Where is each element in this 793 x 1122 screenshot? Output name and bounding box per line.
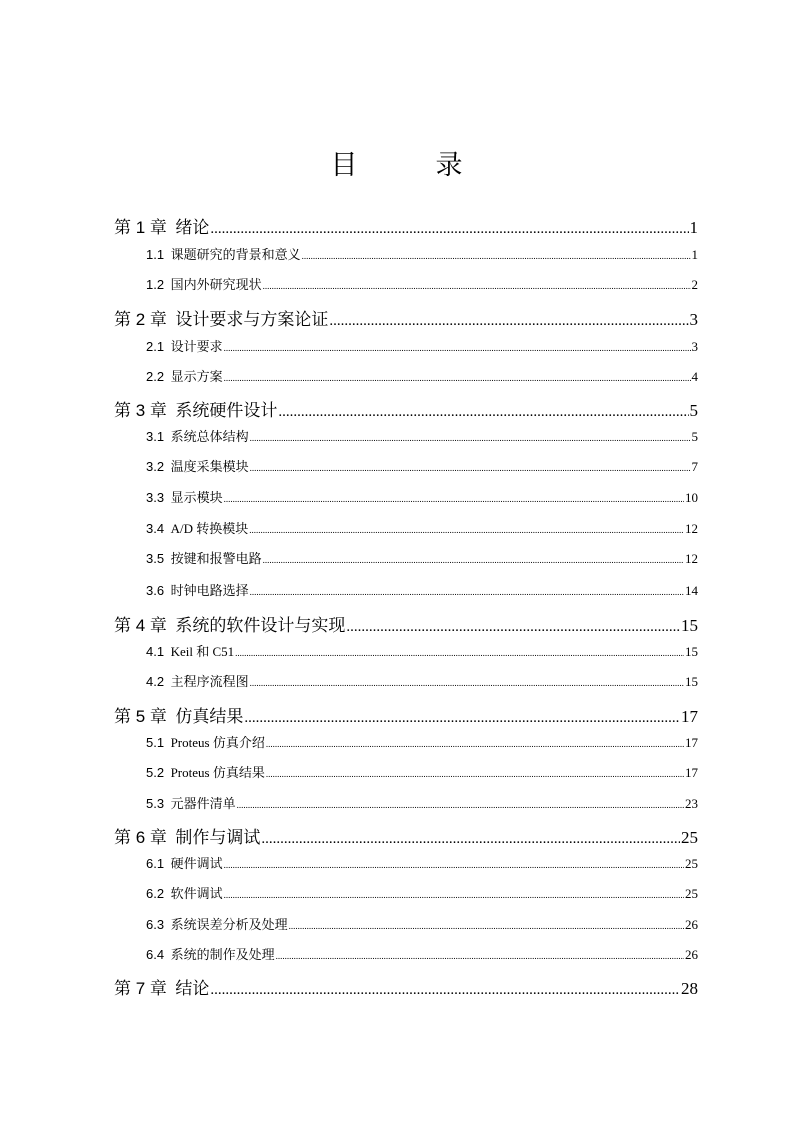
toc-entry-number: 第 2 章 xyxy=(114,310,167,329)
toc-entry-number: 3.1 xyxy=(146,429,165,444)
toc-entry-label xyxy=(146,580,249,599)
toc-dot-leader xyxy=(210,979,680,999)
toc-entry-label xyxy=(146,336,223,355)
toc-section-entry[interactable] xyxy=(146,641,698,661)
toc-page-number: 28 xyxy=(681,979,698,998)
toc-section-entry[interactable] xyxy=(146,883,698,903)
toc-dot-leader xyxy=(224,856,684,872)
toc-dot-leader xyxy=(250,459,691,475)
toc-chapter-entry[interactable] xyxy=(114,396,698,420)
toc-dot-leader xyxy=(263,551,684,567)
toc-entry-label xyxy=(146,671,249,690)
toc-entry-label xyxy=(114,611,345,636)
toc-entry-title: 元器件清单 xyxy=(170,796,236,811)
toc-entry-label xyxy=(114,702,243,727)
toc-section-entry[interactable] xyxy=(146,793,698,813)
toc-entry-label xyxy=(114,396,277,421)
toc-entry-number: 第 6 章 xyxy=(114,828,167,847)
toc-section-entry[interactable] xyxy=(146,580,698,600)
page-title-left-char: 目 xyxy=(330,150,358,180)
toc-entry-title: 课题研究的背景和意义 xyxy=(170,247,301,262)
toc-page-number: 14 xyxy=(685,583,698,598)
toc-page-number: 15 xyxy=(681,616,698,635)
toc-entry-label xyxy=(114,823,260,848)
toc-dot-leader xyxy=(249,521,684,537)
toc-entry-title: 显示模块 xyxy=(170,490,223,505)
toc-entry-title: 主程序流程图 xyxy=(170,674,249,689)
toc-section-entry[interactable] xyxy=(146,274,698,294)
toc-entry-number: 第 7 章 xyxy=(114,979,167,998)
toc-section-entry[interactable] xyxy=(146,944,698,964)
toc-entry-number: 1.1 xyxy=(146,247,165,262)
toc-section-entry[interactable] xyxy=(146,548,698,568)
toc-dot-leader xyxy=(302,247,691,263)
toc-entry-label xyxy=(146,944,275,963)
toc-entry-label xyxy=(146,883,223,902)
toc-page-number: 12 xyxy=(685,521,698,536)
toc-section-entry[interactable] xyxy=(146,518,698,538)
toc-entry-number: 6.4 xyxy=(146,947,165,962)
toc-entry-number: 第 4 章 xyxy=(114,616,167,635)
toc-entry-label xyxy=(146,914,288,933)
toc-entry-number: 6.1 xyxy=(146,856,165,871)
toc-chapter-entry[interactable] xyxy=(114,974,698,998)
toc-dot-leader xyxy=(210,218,688,238)
toc-dot-leader xyxy=(250,674,684,690)
toc-entry-number: 6.2 xyxy=(146,886,165,901)
toc-entry-number: 1.2 xyxy=(146,277,165,292)
toc-page-number: 5 xyxy=(689,401,698,420)
toc-dot-leader xyxy=(224,490,684,506)
toc-entry-number: 5.2 xyxy=(146,765,165,780)
toc-chapter-entry[interactable] xyxy=(114,305,698,329)
toc-entry-title: 国内外研究现状 xyxy=(170,277,262,292)
page-title xyxy=(0,143,793,182)
toc-entry-label xyxy=(146,732,265,751)
toc-entry-title: 按键和报警电路 xyxy=(170,551,262,566)
toc-chapter-entry[interactable] xyxy=(114,611,698,635)
toc-entry-title: 系统的制作及处理 xyxy=(170,947,275,962)
toc-entry-number: 6.3 xyxy=(146,917,165,932)
toc-dot-leader xyxy=(250,583,684,599)
toc-entry-label xyxy=(146,366,223,385)
toc-page-number: 3 xyxy=(691,339,698,354)
toc-entry-title: 系统的软件设计与实现 xyxy=(175,616,346,636)
toc-entry-number: 4.2 xyxy=(146,674,165,689)
toc-dot-leader xyxy=(261,828,680,848)
toc-page-number: 25 xyxy=(685,856,698,871)
toc-dot-leader xyxy=(263,277,691,293)
toc-page-number: 5 xyxy=(691,429,698,444)
toc-dot-leader xyxy=(237,796,684,812)
toc-page-number: 7 xyxy=(691,459,698,474)
toc-section-entry[interactable] xyxy=(146,853,698,873)
page-title-right-char: 录 xyxy=(435,150,463,180)
toc-entry-label xyxy=(146,762,265,781)
toc-entry-title: 软件调试 xyxy=(170,886,223,901)
toc-entry-title: 系统硬件设计 xyxy=(175,401,278,421)
toc-entry-title: Proteus 仿真介绍 xyxy=(170,735,265,750)
toc-entry-label xyxy=(114,213,209,238)
toc-section-entry[interactable] xyxy=(146,456,698,476)
toc-dot-leader xyxy=(346,616,680,636)
toc-entry-label xyxy=(146,426,249,445)
toc-entry-label xyxy=(146,244,301,263)
toc-entry-title: 系统总体结构 xyxy=(170,429,249,444)
toc-chapter-entry[interactable] xyxy=(114,213,698,237)
toc-entry-title: 设计要求 xyxy=(170,339,223,354)
toc-entry-label xyxy=(146,641,234,660)
toc-entry-title: 硬件调试 xyxy=(170,856,223,871)
toc-section-entry[interactable] xyxy=(146,366,698,386)
toc-entry-number: 第 1 章 xyxy=(114,218,167,237)
toc-section-entry[interactable] xyxy=(146,244,698,264)
toc-section-entry[interactable] xyxy=(146,671,698,691)
toc-entry-title: 制作与调试 xyxy=(175,828,261,848)
toc-entry-label xyxy=(146,853,223,872)
toc-section-entry[interactable] xyxy=(146,762,698,782)
toc-entry-number: 3.6 xyxy=(146,583,165,598)
toc-entry-title: 绪论 xyxy=(175,218,210,238)
toc-page-number: 3 xyxy=(689,310,698,329)
toc-dot-leader xyxy=(289,917,684,933)
toc-entry-number: 3.2 xyxy=(146,459,165,474)
toc-entry-number: 3.4 xyxy=(146,521,165,536)
toc-entry-title: 设计要求与方案论证 xyxy=(175,310,329,330)
toc-entry-label xyxy=(146,274,262,293)
toc-dot-leader xyxy=(244,707,680,727)
toc-page-number: 17 xyxy=(681,707,698,726)
toc-section-entry[interactable] xyxy=(146,732,698,752)
toc-entry-title: 时钟电路选择 xyxy=(170,583,249,598)
toc-entry-title: Keil 和 C51 xyxy=(170,644,235,659)
toc-entry-label xyxy=(146,793,236,812)
toc-dot-leader xyxy=(224,339,691,355)
toc-entry-number: 5.1 xyxy=(146,735,165,750)
toc-entry-number: 2.2 xyxy=(146,369,165,384)
toc-dot-leader xyxy=(329,310,688,330)
toc-page-number: 4 xyxy=(691,369,698,384)
toc-entry-title: 显示方案 xyxy=(170,369,223,384)
toc-entry-label xyxy=(146,456,249,475)
toc-page-number: 26 xyxy=(685,917,698,932)
toc-section-entry[interactable] xyxy=(146,336,698,356)
toc-entry-number: 第 3 章 xyxy=(114,401,167,420)
toc-entry-label xyxy=(114,305,328,330)
toc-entry-label xyxy=(114,974,209,999)
toc-page-number: 15 xyxy=(685,644,698,659)
toc-page-number: 25 xyxy=(681,828,698,847)
toc-entry-title: 系统误差分析及处理 xyxy=(170,917,288,932)
toc-page-number: 26 xyxy=(685,947,698,962)
toc-chapter-entry[interactable] xyxy=(114,823,698,847)
toc-entry-number: 3.5 xyxy=(146,551,165,566)
toc-entry-number: 5.3 xyxy=(146,796,165,811)
toc-page-number: 17 xyxy=(685,765,698,780)
toc-page-number: 2 xyxy=(691,277,698,292)
toc-entry-number: 3.3 xyxy=(146,490,165,505)
toc-entry-title: 结论 xyxy=(175,979,210,999)
toc-page-number: 10 xyxy=(685,490,698,505)
toc-section-entry[interactable] xyxy=(146,426,698,446)
toc-entry-number: 第 5 章 xyxy=(114,707,167,726)
toc-dot-leader xyxy=(278,401,688,421)
toc-entry-label xyxy=(146,518,248,537)
toc-page-number: 15 xyxy=(685,674,698,689)
toc-entry-title: 温度采集模块 xyxy=(170,459,249,474)
toc-dot-leader xyxy=(224,886,684,902)
toc-page-number: 23 xyxy=(685,796,698,811)
toc-section-entry[interactable] xyxy=(146,487,698,507)
toc-entry-number: 4.1 xyxy=(146,644,165,659)
toc-dot-leader xyxy=(235,644,684,660)
toc-dot-leader xyxy=(276,947,684,963)
toc-entry-label xyxy=(146,487,223,506)
toc-dot-leader xyxy=(266,765,684,781)
toc-entry-title: A/D 转换模块 xyxy=(170,521,249,536)
toc-entry-label xyxy=(146,548,262,567)
toc-entry-number: 2.1 xyxy=(146,339,165,354)
toc-page-number: 17 xyxy=(685,735,698,750)
toc-section-entry[interactable] xyxy=(146,914,698,934)
toc-entry-title: 仿真结果 xyxy=(175,707,244,727)
toc-dot-leader xyxy=(266,735,684,751)
toc-dot-leader xyxy=(224,369,691,385)
toc-entry-title: Proteus 仿真结果 xyxy=(170,765,265,780)
toc-page-number: 25 xyxy=(685,886,698,901)
toc-dot-leader xyxy=(250,429,691,445)
toc-page-number: 1 xyxy=(691,247,698,262)
toc-page-number: 1 xyxy=(689,218,698,237)
toc-chapter-entry[interactable] xyxy=(114,702,698,726)
toc-page-number: 12 xyxy=(685,551,698,566)
